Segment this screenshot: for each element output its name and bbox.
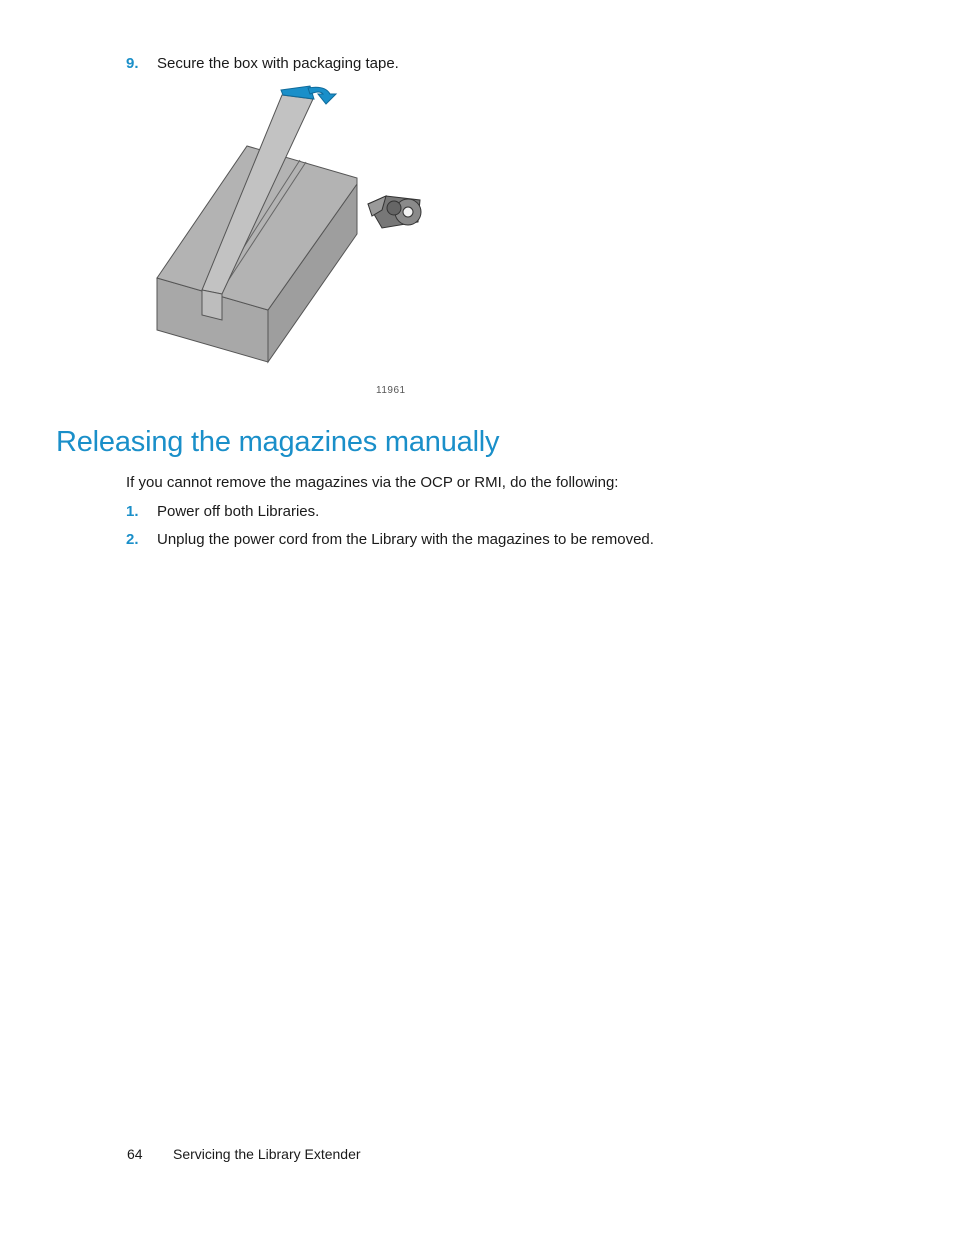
step-text: Secure the box with packaging tape. [157,55,399,72]
box-taping-illustration [150,82,440,402]
page-footer [127,1146,361,1162]
step-number: 2. [126,531,139,548]
step-item [126,531,654,549]
section-title: Releasing the magazines manually [56,426,500,458]
figure-id: 11961 [376,385,406,396]
page-number: 64 [127,1146,143,1162]
tape-strip-front [202,290,222,320]
step-number: 9. [126,55,139,72]
step-text: Power off both Libraries. [157,503,320,520]
chapter-title: Servicing the Library Extender [173,1146,361,1162]
section-intro: If you cannot remove the magazines via the OCP or RMI, do the following: [126,474,619,491]
step-number: 1. [126,503,139,520]
step-item [126,503,319,521]
step-item [126,55,399,73]
step-text: Unplug the power cord from the Library with the magazines to be removed. [157,531,654,548]
tape-dispenser-icon [368,196,421,228]
